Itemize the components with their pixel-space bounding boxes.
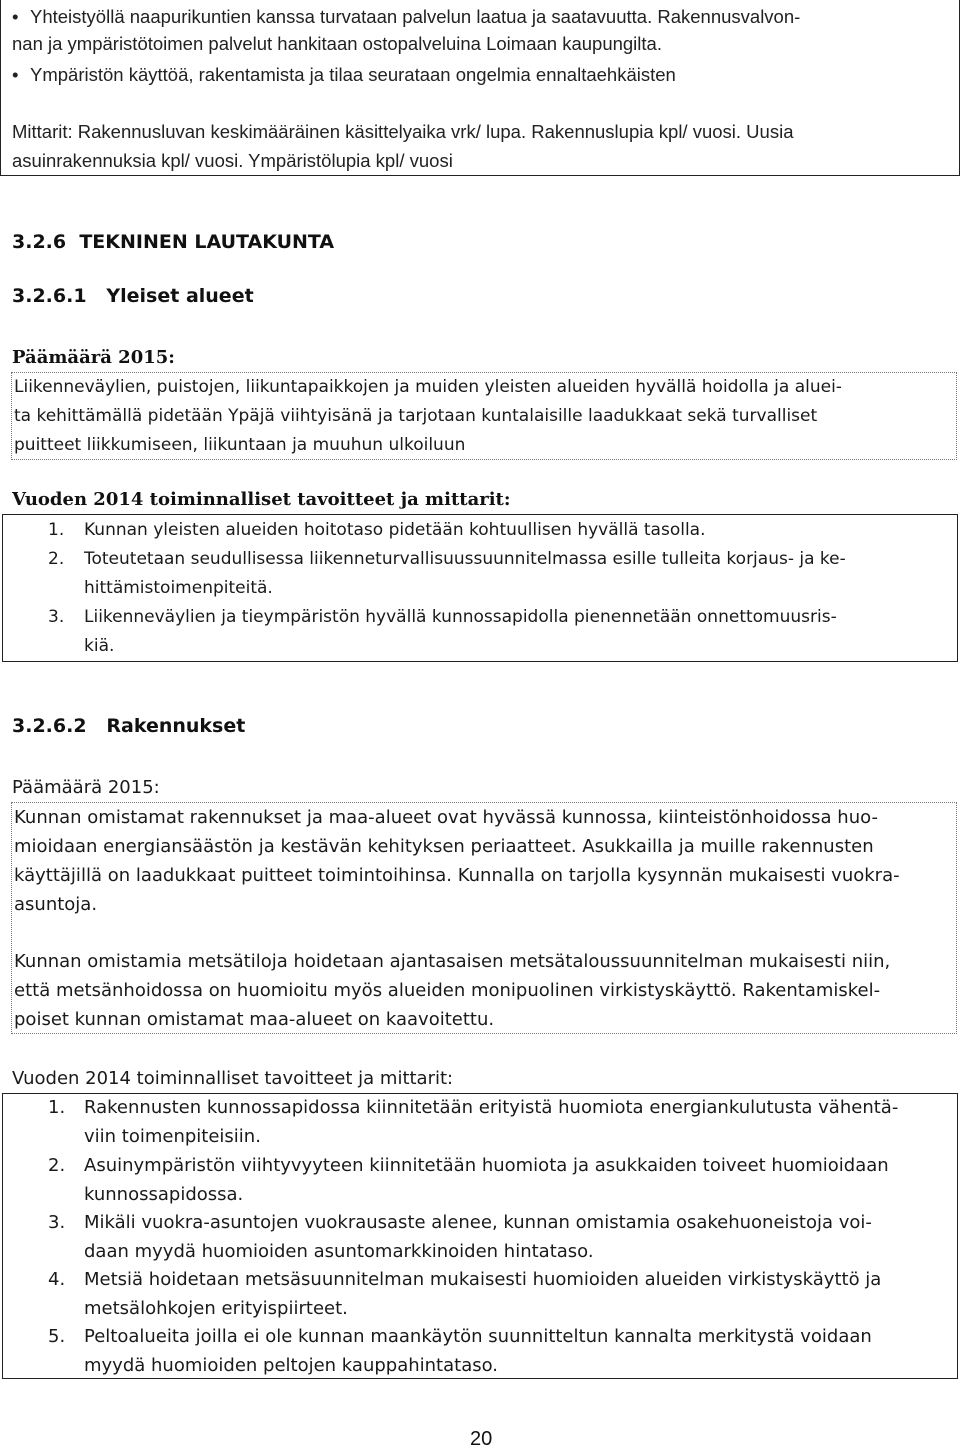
target-number: 5. [48, 1326, 66, 1347]
sub2-goal-line: asuntoja. [14, 894, 98, 915]
bullet2: Ympäristön käyttöä, rakentamista ja tilaa seurataan ongelmia ennaltaehkäisten [30, 64, 676, 85]
sub2-heading: 3.2.6.2 Rakennukset [12, 715, 246, 737]
sub2-goal-line: mioidaan energiansäästön ja kestävän kehityksen periaatteet. Asukkailla ja muille rakennusten [14, 836, 874, 857]
bullet1-line2: nan ja ympäristötoimen palvelut hankitaan ostopalveluina Loimaan kaupungilta. [12, 33, 662, 54]
target-text: Liikenneväylien ja tieympäristön hyvällä kunnossapidolla pienennetään onnettomuusris- [84, 607, 837, 627]
target-text: kunnossapidossa. [84, 1184, 244, 1205]
section-heading: 3.2.6 TEKNINEN LAUTAKUNTA [12, 231, 335, 253]
sub1-targets-label: Vuoden 2014 toiminnalliset tavoitteet ja mittarit: [12, 489, 511, 510]
target-text: viin toimenpiteisiin. [84, 1126, 261, 1147]
sub1-heading: 3.2.6.1 Yleiset alueet [12, 285, 254, 307]
target-text: Mikäli vuokra-asuntojen vuokrausaste alenee, kunnan omistamia osakehuoneistoja voi- [84, 1212, 872, 1233]
sub1-goal-line: ta kehittämällä pidetään Ypäjä viihtyisänä ja tarjotaan kuntalaisille laadukkaat sekä turvalliset [14, 406, 818, 426]
target-number: 2. [48, 549, 65, 569]
target-number: 4. [48, 1269, 66, 1290]
target-text: Toteutetaan seudullisessa liikenneturvallisuussuunnitelmassa esille tulleita korjaus- ja ke- [84, 549, 846, 569]
target-number: 3. [48, 607, 65, 627]
target-text: myydä huomioiden peltojen kauppahintataso. [84, 1355, 499, 1376]
target-text: kiä. [84, 636, 115, 656]
target-text: Asuinympäristön viihtyvyyteen kiinnitetään huomiota ja asukkaiden toiveet huomioidaan [84, 1155, 889, 1176]
sub1-goal-label: Päämäärä 2015: [12, 347, 175, 368]
target-text: Rakennusten kunnossapidossa kiinnitetään erityistä huomiota energiankulutusta vähentä- [84, 1097, 899, 1118]
target-text: Peltoalueita joilla ei ole kunnan maankäytön suunnitteltun kannalta merkitystä voidaan [84, 1326, 872, 1347]
target-number: 2. [48, 1155, 66, 1176]
target-text: Kunnan yleisten alueiden hoitotaso pidetään kohtuullisen hyvällä tasolla. [84, 520, 706, 540]
sub2-goal-line: että metsänhoidossa on huomioitu myös alueiden monipuolinen virkistyskäyttö. Rakentamiskel- [14, 980, 881, 1001]
target-text: daan myydä huomioiden asuntomarkkinoiden hintataso. [84, 1241, 594, 1262]
sub1-goal-line: puitteet liikkumiseen, liikuntaan ja muuhun ulkoiluun [14, 435, 466, 455]
bullet-dot: • [12, 6, 19, 27]
bullet-dot: • [12, 64, 19, 85]
mittarit-line2: asuinrakennuksia kpl/ vuosi. Ympäristölupia kpl/ vuosi [12, 150, 453, 171]
page-number: 20 [470, 1428, 493, 1450]
sub2-goal-line: Kunnan omistamat rakennukset ja maa-alueet ovat hyvässä kunnossa, kiinteistönhoidossa huo- [14, 807, 878, 828]
sub2-goal-line: käyttäjillä on laadukkaat puitteet toimintoihinsa. Kunnalla on tarjolla kysynnän mukaisesti vuokra- [14, 865, 900, 886]
sub1-goal-line: Liikenneväylien, puistojen, liikuntapaikkojen ja muiden yleisten alueiden hyvällä hoidolla ja aluei- [14, 377, 842, 397]
target-number: 3. [48, 1212, 66, 1233]
target-number: 1. [48, 1097, 66, 1118]
target-text: Metsiä hoidetaan metsäsuunnitelman mukaisesti huomioiden alueiden virkistyskäyttö ja [84, 1269, 882, 1290]
sub2-targets-label: Vuoden 2014 toiminnalliset tavoitteet ja mittarit: [12, 1068, 454, 1089]
target-text: metsälohkojen erityispiirteet. [84, 1298, 348, 1319]
sub2-goal-line: poiset kunnan omistamat maa-alueet on kaavoitettu. [14, 1009, 495, 1030]
mittarit-line1: Mittarit: Rakennusluvan keskimääräinen käsittelyaika vrk/ lupa. Rakennuslupia kpl/ vuosi. Uusia [12, 121, 794, 142]
sub2-goal-label: Päämäärä 2015: [12, 777, 160, 798]
sub2-goal-line: Kunnan omistamia metsätiloja hoidetaan ajantasaisen metsätaloussuunnitelman mukaisesti niin, [14, 951, 891, 972]
target-text: hittämistoimenpiteitä. [84, 578, 273, 598]
target-number: 1. [48, 520, 65, 540]
bullet1-line1: Yhteistyöllä naapurikuntien kanssa turvataan palvelun laatua ja saatavuutta. Rakennusvalvon- [30, 6, 801, 27]
